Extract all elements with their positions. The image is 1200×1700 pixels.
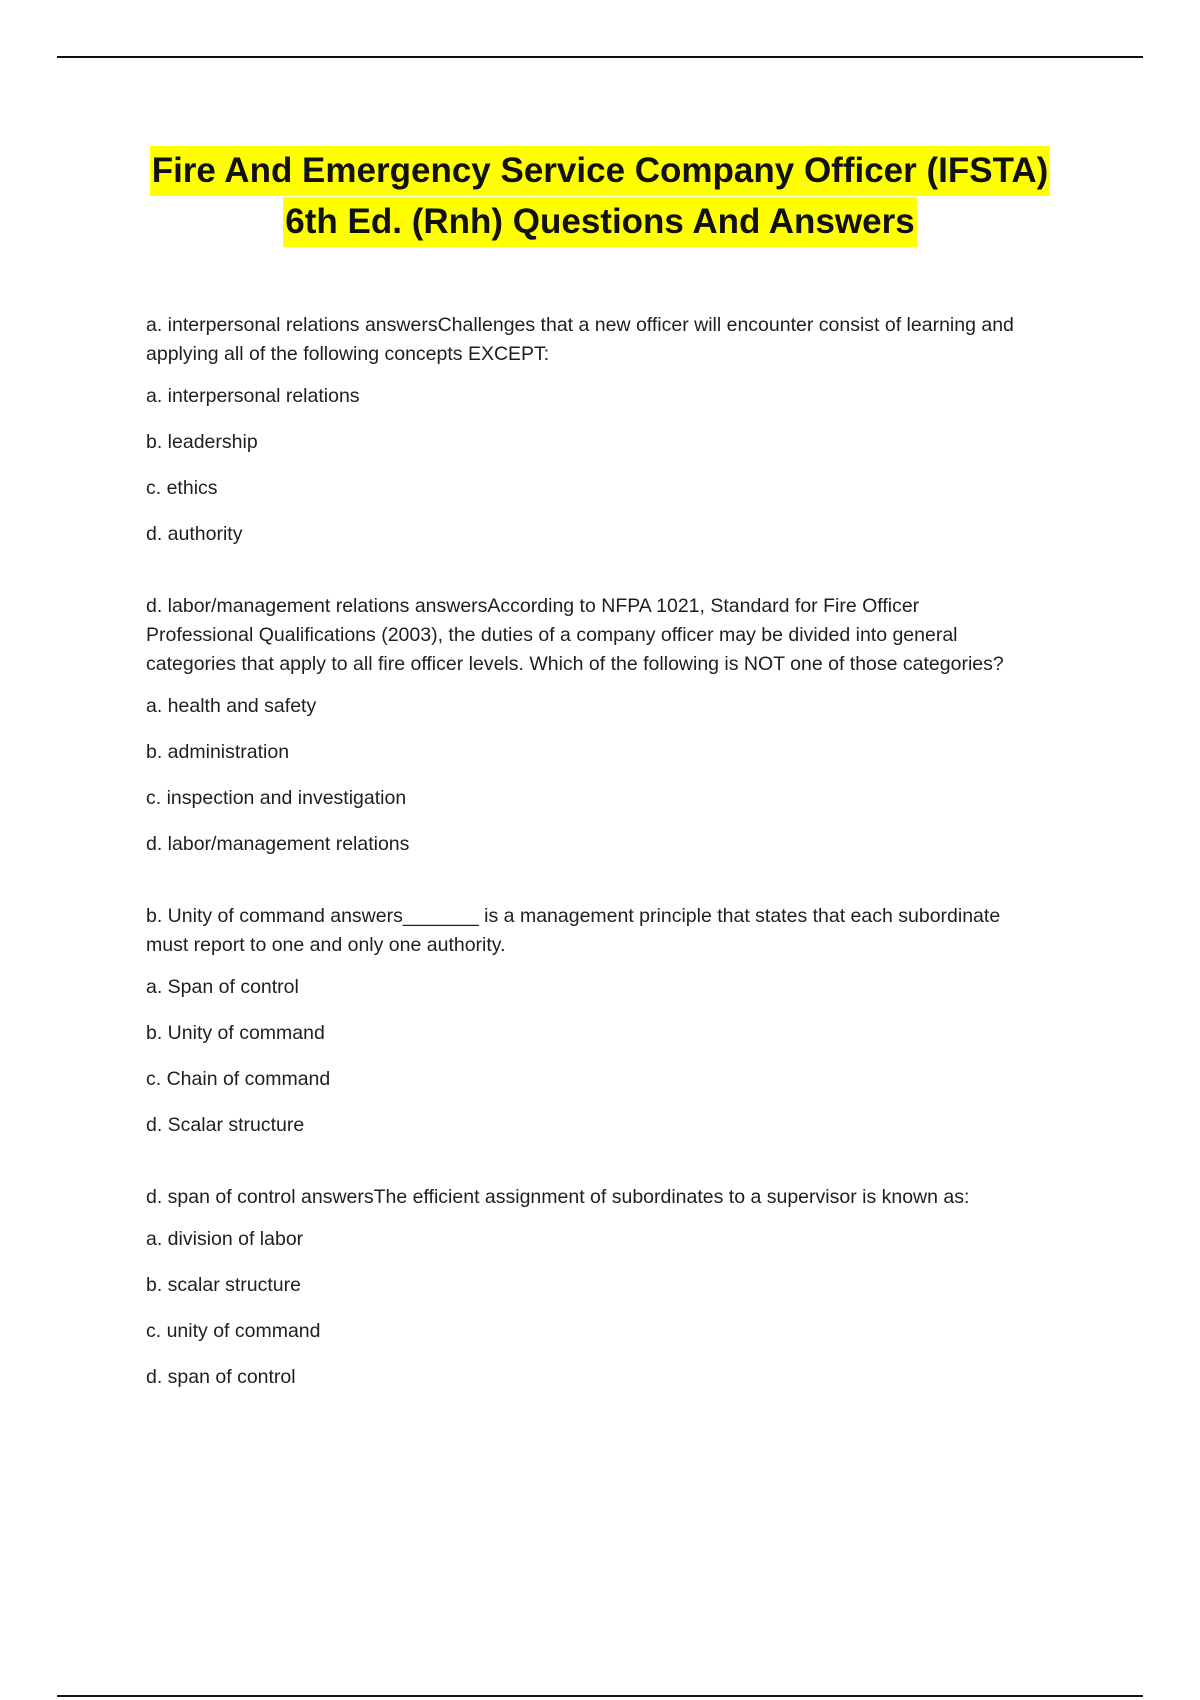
answer-option: a. Span of control: [146, 976, 299, 998]
answer-option: a. health and safety: [146, 695, 317, 717]
answer-option: d. Scalar structure: [146, 1114, 305, 1136]
question-line: a. interpersonal relations answersChallenges that a new officer will encounter consist of learning and: [146, 314, 1014, 336]
answer-option: b. leadership: [146, 431, 258, 453]
answer-option: d. authority: [146, 523, 243, 545]
header-rule: [57, 56, 1143, 58]
question-text: [146, 902, 1076, 960]
question-line: Professional Qualifications (2003), the duties of a company officer may be divided into general: [146, 624, 958, 646]
question-text: [146, 592, 1076, 679]
answer-option: c. unity of command: [146, 1320, 321, 1342]
question-block-1: [146, 311, 1076, 549]
question-line: d. span of control answersThe efficient assignment of subordinates to a supervisor is known as:: [146, 1186, 970, 1208]
answer-option: c. inspection and investigation: [146, 787, 407, 809]
question-block-2: [146, 592, 1076, 859]
answer-option: b. scalar structure: [146, 1274, 301, 1296]
question-line: applying all of the following concepts EXCEPT:: [146, 343, 550, 365]
question-line: must report to one and only one authority.: [146, 934, 506, 956]
question-line: d. labor/management relations answersAccording to NFPA 1021, Standard for Fire Officer: [146, 595, 920, 617]
question-text: [146, 311, 1076, 369]
question-line: b. Unity of command answers_______ is a management principle that states that each subordinate: [146, 905, 1001, 927]
question-block-3: [146, 902, 1076, 1140]
title-line-1: Fire And Emergency Service Company Officer (IFSTA): [150, 146, 1051, 196]
question-text: [146, 1183, 1076, 1212]
title-line-2: 6th Ed. (Rnh) Questions And Answers: [283, 197, 916, 247]
answer-option: c. ethics: [146, 477, 218, 499]
answer-option: a. interpersonal relations: [146, 385, 360, 407]
answer-option: b. administration: [146, 741, 290, 763]
answer-option: a. division of labor: [146, 1228, 304, 1250]
question-list: [146, 311, 1076, 1409]
answer-option: c. Chain of command: [146, 1068, 331, 1090]
answer-option: d. labor/management relations: [146, 833, 410, 855]
answer-option: b. Unity of command: [146, 1022, 325, 1044]
question-block-4: [146, 1183, 1076, 1392]
footer-rule: [57, 1695, 1143, 1697]
document-title: [0, 146, 1200, 248]
answer-option: d. span of control: [146, 1366, 296, 1388]
question-line: categories that apply to all fire officer levels. Which of the following is NOT one of those categories?: [146, 653, 1004, 675]
